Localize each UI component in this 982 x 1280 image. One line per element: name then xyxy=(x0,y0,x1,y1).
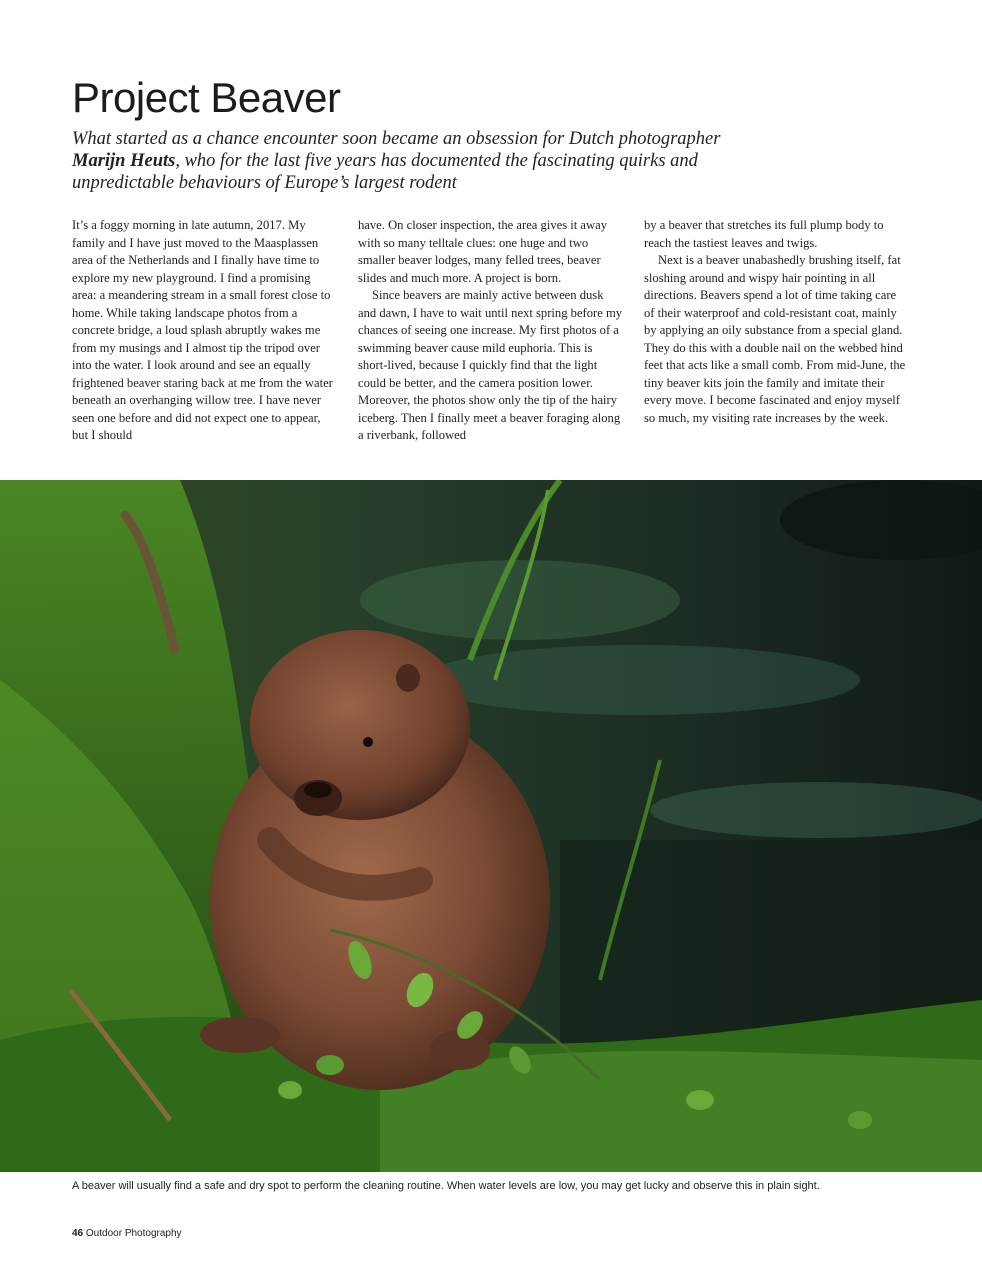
standfirst xyxy=(72,128,772,194)
beaver-photo xyxy=(0,480,982,1172)
body-paragraph: It’s a foggy morning in late autumn, 2017. My family and I have just moved to the Maasplassen area of the Netherlands and I finally have time to explore my new playground. I find a promising area: a meandering stream in a small forest close to home. While taking landscape photos from a concrete bridge, a loud splash abruptly wakes me from my musings and I almost tip the tripod over into the water. I look around and see an equally frightened beaver staring back at me from the water beneath an overhanging willow tree. I have never seen one before and did not expect one to appear, but I should xyxy=(72,218,333,442)
article-title: Project Beaver xyxy=(72,74,341,121)
beaver-photo-illustration xyxy=(0,480,982,1172)
body-column-1 xyxy=(72,217,337,445)
standfirst-intro: What started as a chance encounter soon became an obsession for Dutch photographer xyxy=(72,129,721,149)
body-paragraph: Next is a beaver unabashedly brushing itself, fat sloshing around and wispy hair pointing in all directions. Beavers spend a lot of time taking care of their waterproof and cold-resistant coat, mainly by applying an oily substance from a special gland. They do this with a double nail on the webbed hind feet that acts like a small comb. From mid-June, the tiny beaver kits join the family and imitate their every move. I become fascinated and enjoy myself so much, my visiting rate increases by the week. xyxy=(644,253,906,425)
body-column-3 xyxy=(644,217,909,427)
body-paragraph: Since beavers are mainly active between dusk and dawn, I have to wait until next spring before my chances of seeing one increase. My first photos of a swimming beaver cause mild euphoria. This is short-lived, because I quickly find that the light could be better, and the camera position lower. Moreover, the photos show only the tip of the hairy iceberg. Then I finally meet a beaver foraging along a riverbank, followed xyxy=(358,288,623,442)
body-paragraph: have. On closer inspection, the area gives it away with so many telltale clues: one huge and two smaller beaver lodges, many felled trees, beaver slides and much more. A project is born. xyxy=(358,218,607,285)
page-footer xyxy=(72,1228,182,1239)
publication-name: Outdoor Photography xyxy=(85,1228,182,1239)
body-column-2 xyxy=(358,217,623,445)
standfirst-rest: , who for the last five years has documented the fascinating quirks and unpredictable behaviours of Europe’s largest rodent xyxy=(72,151,698,193)
photographer-name: Marijn Heuts xyxy=(72,151,176,171)
page-number: 46 xyxy=(72,1228,84,1239)
photo-caption: A beaver will usually find a safe and dry spot to perform the cleaning routine. When water levels are low, you may get lucky and observe this in plain sight. xyxy=(72,1180,820,1192)
body-paragraph: by a beaver that stretches its full plump body to reach the tastiest leaves and twigs. xyxy=(644,218,884,250)
